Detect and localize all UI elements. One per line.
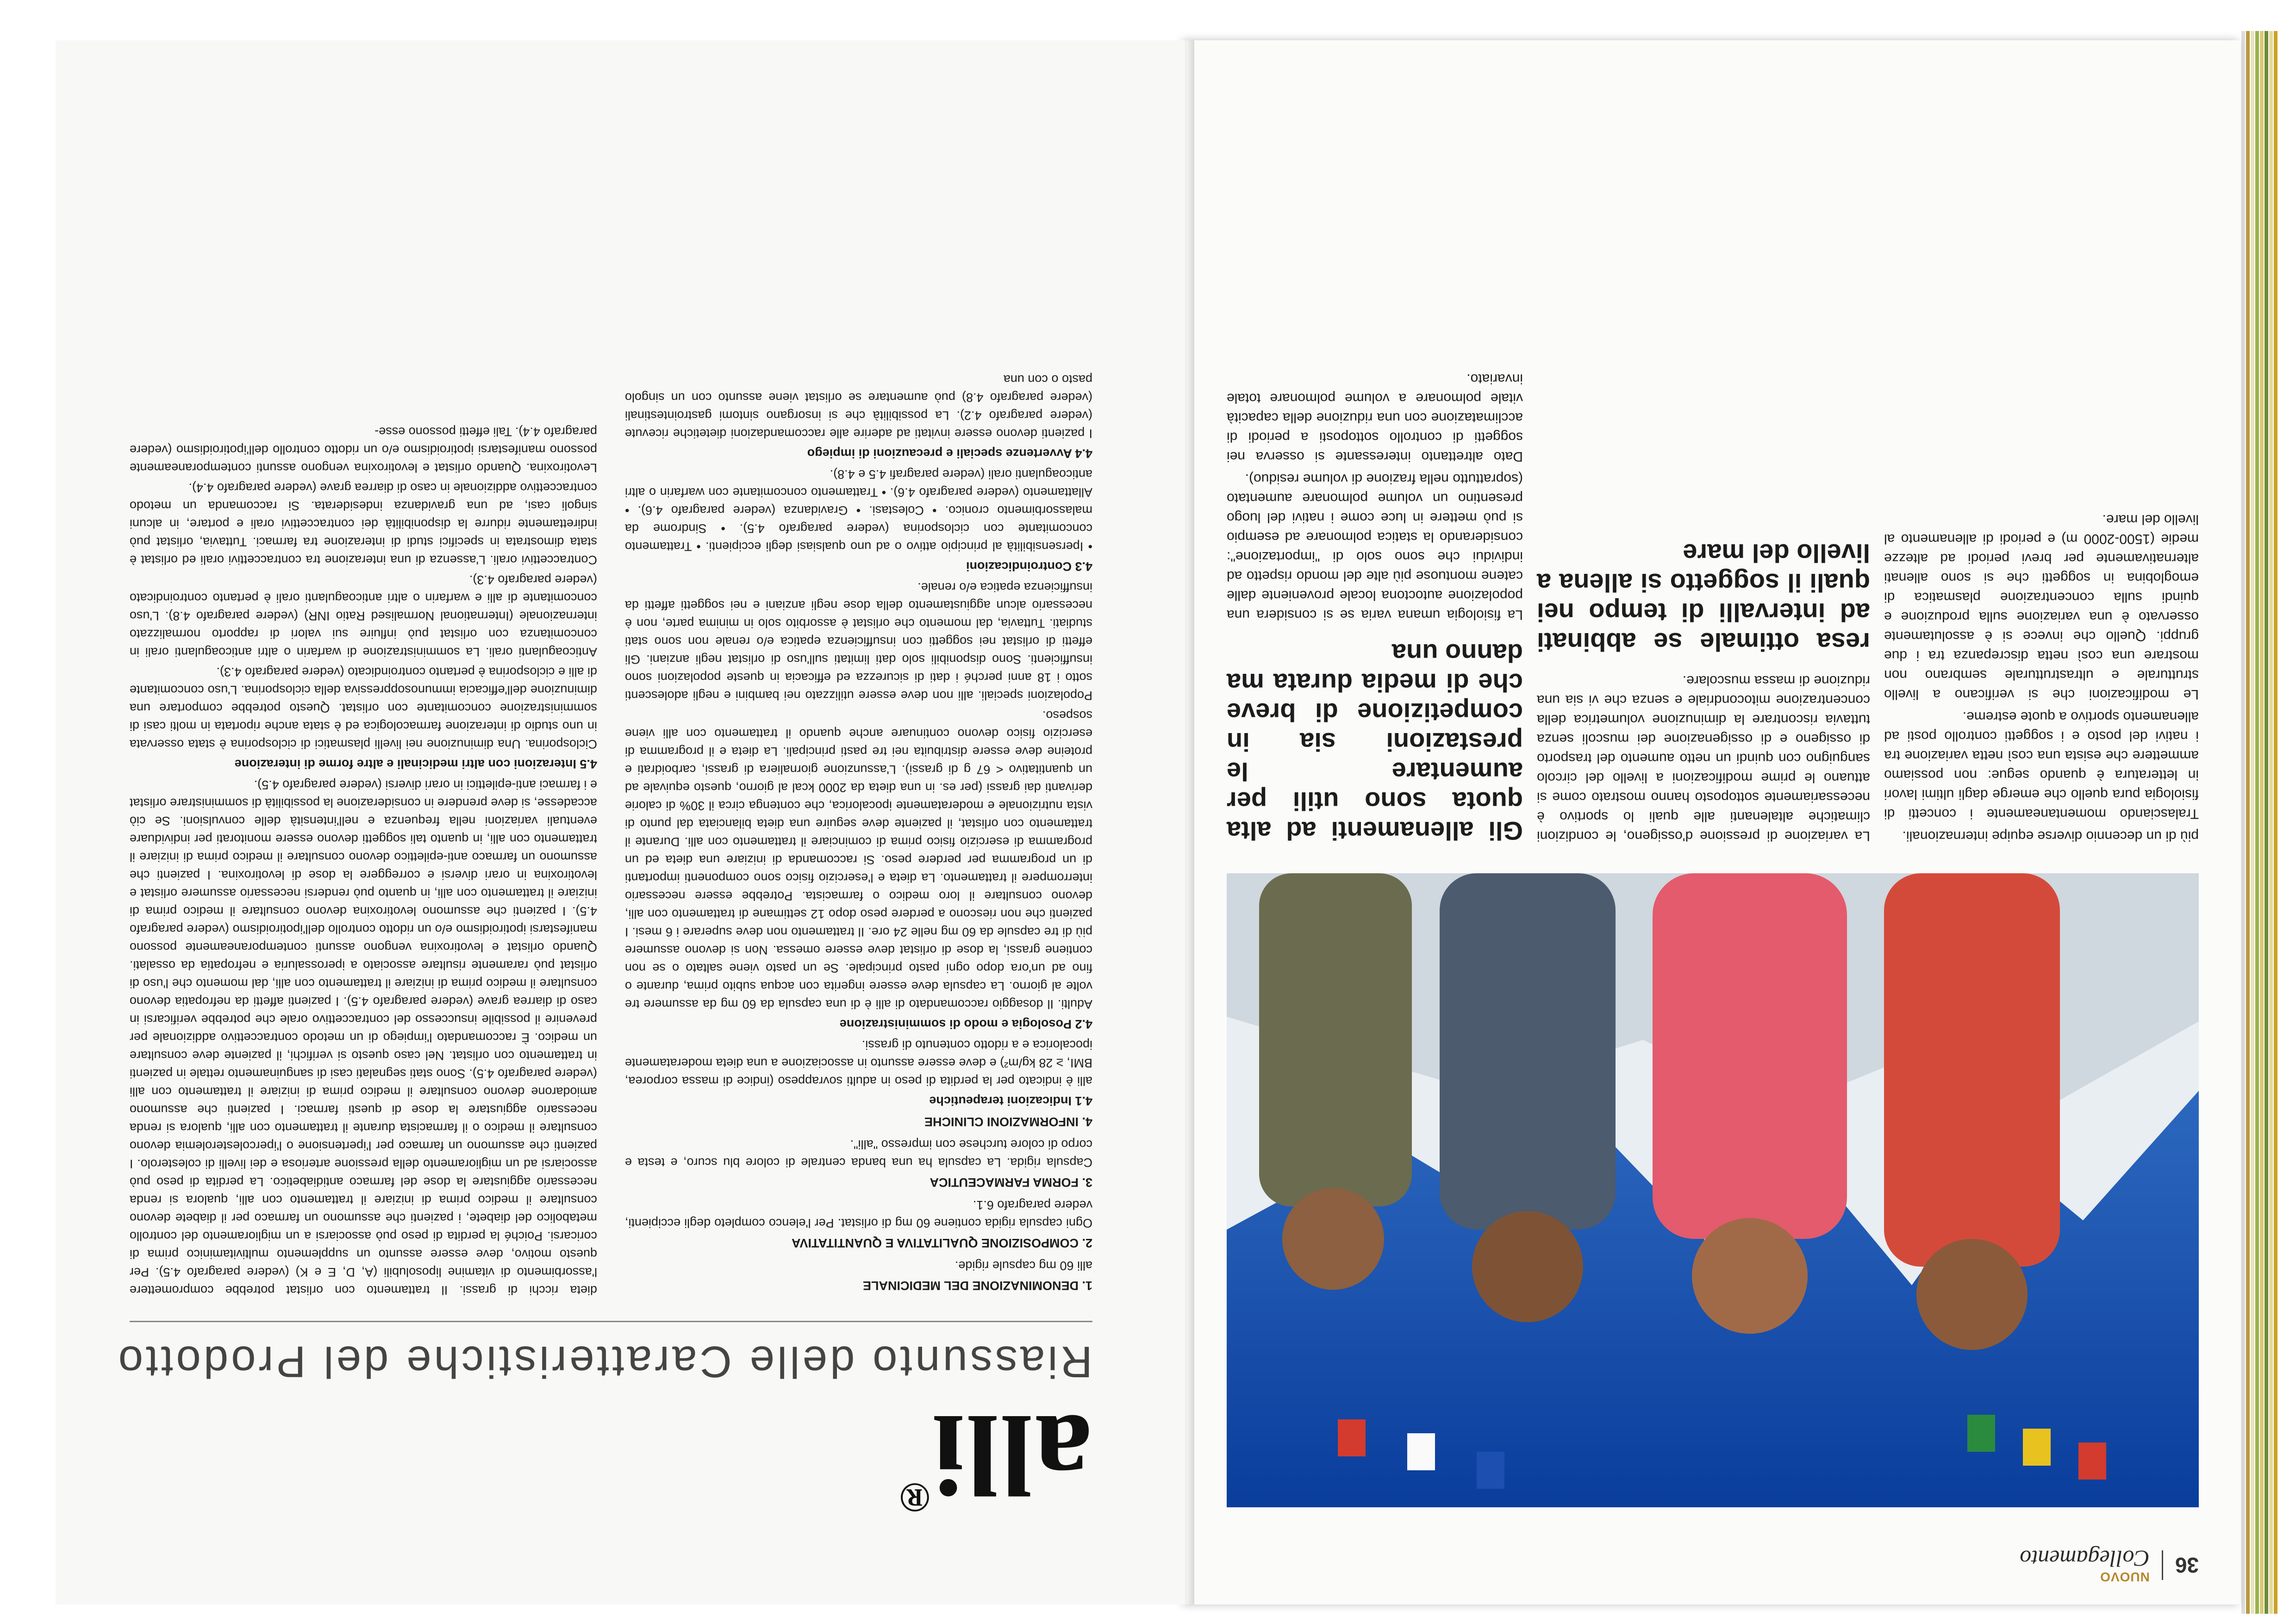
article-column-3 xyxy=(1227,366,1523,846)
page-number: 36 xyxy=(2175,1553,2199,1577)
subsection-heading: 4.2 Posologia e modo di somministrazione xyxy=(839,1017,1092,1031)
header-divider xyxy=(2162,1550,2163,1580)
logo-top-word: NUOVO xyxy=(2100,1570,2150,1584)
magazine-logo xyxy=(2020,1547,2150,1583)
smpc-paragraph: Ogni capsula rigida contiene 60 mg di orlistat. Per l'elenco completo degli eccipienti, vedere paragrafo 6.1. xyxy=(625,1198,1092,1230)
registered-mark: ® xyxy=(898,1474,931,1520)
pull-quote: resa ottimale se abbinati ad intervalli di tempo nei quali il soggetto si allena a livello del mare xyxy=(1537,539,1870,657)
smpc-paragraph: Contraccettivi orali. L'assenza di una interazione tra contraccettivi orali ed orlistat è stata dimostrata in specifici studi di interazione tra farmaci. Tuttavia, orlistat può indirettamente ridurre la disponibilità dei contraccettivi orali e portare, in alcuni singoli casi, ad una gravidanza indesiderata. Si raccomanda un metodo contraccettivo addizionale in caso di diarrea grave (vedere paragrafo 4.4). xyxy=(130,481,597,567)
pull-quote: Gli allenamenti ad alta quota sono utili per aumentare le prestazioni sia in competizione di breve che di media durata ma danno una xyxy=(1227,639,1523,846)
page-edges xyxy=(2240,31,2277,1614)
subsection-heading: 4.4 Avvertenze speciali e precauzioni di impiego xyxy=(807,447,1092,460)
smpc-column-1 xyxy=(625,368,1092,1299)
section-heading: 1. DENOMINAZIONE DEL MEDICINALE xyxy=(862,1279,1092,1293)
photo-illustration xyxy=(1227,873,2199,1507)
section-heading: 4. INFORMAZIONI CLINICHE xyxy=(924,1115,1092,1129)
product-summary-page xyxy=(56,40,1185,1604)
smpc-paragraph: Ciclosporina. Una diminuzione nei livelli plasmatici di ciclosporina è stata osservata in uno studio di interazione farmacologica ed è stata anche riportata in molti casi di somministrazione concomitante con orlistat. Questo potrebbe comportare una diminuzione dell'efficacia immunosoppressiva della ciclosporina. L'uso concomitante di alli e ciclosporina è pertanto controindicato (vedere paragrafo 4.3). xyxy=(130,665,597,751)
product-name xyxy=(898,1388,1092,1521)
smpc-paragraph: dieta ricchi di grassi. Il trattamento con orlistat potrebbe compromettere l'assorbimento di vitamine liposolubili (A, D, E e K) (vedere paragrafo 4.5). Per questo motivo, deve essere assunto un supplemento multivitaminico prima di coricarsi. Poiché la perdita di peso può associarsi a un miglioramento del controllo metabolico del diabete, i pazienti che assumono un farmaco per il diabete devono consultare il medico prima di iniziare il trattamento con alli, qualora si renda necessario aggiustare la dose del farmaco antidiabetico. La perdita di peso può associarsi ad un miglioramento della pressione arteriosa e dei livelli di colesterolo. I pazienti che assumono un farmaco per l'ipertensione o l'ipercolesterolemia devono consultare il medico o il farmacista durante il trattamento con alli, qualora si renda necessario aggiustare la dose di questi farmaci. I pazienti che assumono amiodarone devono consultare il medico prima di iniziare il trattamento con alli (vedere paragrafo 4.5). Sono stati segnalati casi di sanguinamento rettale in pazienti in trattamento con orlistat. Nel caso questo si verifichi, il paziente deve consultare un medico. È raccomandato l'impiego di un metodo contraccettivo addizionale per prevenire il possibile insuccesso del contraccettivo orale che potrebbe verificarsi in caso di diarrea grave (vedere paragrafo 4.5). I pazienti affetti da nefropatia devono consultare il medico prima di iniziare il trattamento con alli, dal momento che l'uso di orlistat può raramente risultare associato a iperossaluria e nefropatia da ossalati. Quando orlistat e levotiroxina vengono assunti contemporaneamente possono manifestarsi ipotiroidismo e/o un ridotto controllo dell'ipotiroidismo (vedere paragrafo 4.5). I pazienti che assumono levotiroxina devono consultare il medico prima di iniziare il trattamento con alli, in quanto può rendersi necessario assumere orlistat e levotiroxina in orari diversi e correggere la dose di levotiroxina. I pazienti che assumono un farmaco anti-epilettico devono consultare il medico prima di iniziare il trattamento con alli, in quanto tali soggetti devono essere monitorati per individuare eventuali variazioni nella frequenza e nell'intensità delle convulsioni. Se ciò accadesse, si deve prendere in considerazione la possibilità di somministrare orlistat e i farmaci anti-epilettici in orari diversi (vedere paragrafo 4.5). xyxy=(130,778,597,1297)
article-column-1 xyxy=(1884,507,2199,846)
smpc-paragraph: alli 60 mg capsule rigide. xyxy=(955,1259,1092,1273)
article-paragraph: Le modificazioni che si verificano a livello strutturale e ultrastrutturale sembrano non mostrare una così netta discrepanza tra i due gruppi. Quello che invece si è assolutamente osservato è una variazione sulla produzione e quindi sulla concentrazione plasmatica di emoglobina in soggetti che si sono allenati alternativamente per brevi periodi ad altezze medie (1500-2000 m) e periodi di allenamento al livello del mare. xyxy=(1884,512,2199,702)
article-paragraph: più di un decennio diverse equipe internazionali. xyxy=(1902,828,2199,844)
title-rule xyxy=(130,1321,1092,1322)
article-paragraph: Tralasciando momentaneamente i concetti di fisiologia pura quello che emerge dagli ultimi lavori in letteratura è quando segue: non possiamo ammettere che esista una così netta variazione tra i nativi del posto e i soggetti controllo posti ad allenamento sportivo a quote estreme. xyxy=(1884,709,2199,821)
smpc-paragraph: Popolazioni speciali. alli non deve essere utilizzato nei bambini e negli adolescenti sotto i 18 anni perché i dati di sicurezza ed efficacia in queste popolazioni sono insufficienti. Sono disponibili solo dati limitati sull'uso di orlistat negli anziani. Gli effetti di orlistat nei soggetti con insufficienza epatica e/o renale non sono stati studiati. Tuttavia, dal momento che orlistat è assorbito solo in minima parte, non è necessario alcun aggiustamento della dose negli anziani e nei soggetti affetti da insufficienza epatica e/o renale. xyxy=(625,580,1092,703)
mountain-climbers-photo xyxy=(1227,873,2199,1507)
product-name-text: alli xyxy=(930,1391,1092,1519)
subsection-heading: 4.5 Interazioni con altri medicinali e altre forme di interazione xyxy=(234,757,597,771)
smpc-paragraph: Adulti. Il dosaggio raccomandato di alli è di una capsula da 60 mg da assumere tre volte al giorno. La capsula deve essere ingerita con acqua subito prima, durante o fino ad un'ora dopo ogni pasto principale. Se un pasto viene saltato o se non contiene grassi, la dose di orlistat deve essere omessa. Non si devono assumere più di tre capsule da 60 mg nelle 24 ore. Il trattamento non deve superare i 6 mesi. I pazienti che non riescono a perdere peso dopo 12 settimane di trattamento con alli, devono consultare il loro medico o farmacista. Potrebbe essere necessario interrompere il trattamento. La dieta e l'esercizio fisico sono componenti importanti di un programma per perdere peso. Si raccomanda di iniziare una dieta ed un programma di esercizio fisico prima di cominciare il trattamento con alli. Durante il trattamento con orlistat, il paziente deve seguire una dieta bilanciata dal punto di vista nutrizionale e moderatamente ipocalorica, che contenga circa il 30% di calorie derivanti dai grassi (per es. in una dieta da 2000 kcal al giorno, questo equivale ad un quantitativo < 67 g di grassi). L'assunzione giornaliera di grassi, carboidrati e proteine deve essere distribuita nei tre pasti principali. La dieta e il programma di esercizio fisico devono continuare anche quando il trattamento con alli viene sospeso. xyxy=(625,709,1092,1011)
smpc-paragraph: alli è indicato per la perdita di peso in adulti sovrappeso (indice di massa corporea, BMI, ≥ 28 kg/m²) e deve essere assunto in associazione a una dieta moderatamente ipocalorica e a ridotto contenuto di grassi. xyxy=(625,1038,1092,1088)
article-paragraph: La fisiologia umana varia se si considera una popolazione autoctona locale proveniente dalle catene montuose più alte del mondo rispetto ad individui che sono solo di "importazione": considerando la statica polmonare ad esempio si può mettere in luce come i nativi del luogo presentino un volume polmonare aumentato (soprattutto nella frazione di volume residuo). xyxy=(1227,471,1523,622)
smpc-paragraph: Anticoagulanti orali. La somministrazione di warfarin o altri anticoagulanti orali in concomitanza con orlistat può influire sui valori di rapporto normalizzato internazionale (International Normalised Ratio INR) (vedere paragrafo 4.8). L'uso concomitante di alli e warfarin o altri anticoagulanti orali è pertanto controindicato (vedere paragrafo 4.3). xyxy=(130,573,597,659)
article-column-2 xyxy=(1537,535,1870,846)
section-heading: 3. FORMA FARMACEUTICA xyxy=(930,1175,1092,1189)
logo-main-word: Collegamento xyxy=(2020,1546,2150,1572)
smpc-column-2 xyxy=(130,421,597,1299)
smpc-paragraph: Capsula rigida. La capsula ha una banda centrale di colore blu scuro, e testa e corpo di colore turchese con impresso "alli". xyxy=(625,1138,1092,1169)
section-heading: 2. COMPOSIZIONE QUALITATIVA E QUANTITATIVA xyxy=(792,1236,1092,1250)
article-paragraph: Dato altrettanto interessante si osserva nei soggetti di controllo sottoposti a periodi di acclimatazione con una riduzione della capacità vitale polmonare a volume polmonare totale invariato. xyxy=(1227,371,1523,464)
article-page xyxy=(1185,40,2240,1604)
smpc-paragraph: I pazienti devono essere invitati ad aderire alle raccomandazioni dietetiche ricevute (vedere paragrafo 4.2). La possibilità che si insorgano sintomi gastrointestinali (vedere paragrafo 4.8) può aumentare se orlistat viene assunto con un singolo pasto o con una xyxy=(625,373,1092,441)
smpc-paragraph: Levotiroxina. Quando orlistat e levotiroxina vengono assunti contemporaneamente possono manifestarsi ipotiroidismo e/o un ridotto controllo dell'ipotiroidismo (vedere paragrafo 4.4). Tali effetti possono esse- xyxy=(130,425,597,475)
product-subtitle: Riassunto delle Caratteristiche del Prodotto xyxy=(115,1337,1092,1387)
smpc-paragraph: • Ipersensibilità al principio attivo o ad uno qualsiasi degli eccipienti. • Trattamento concomitante con ciclosporina (vedere paragrafo 4.5). • Sindrome da malassorbimento cronico. • Colestasi. • Gravidanza (vedere paragrafo 4.6). • Allattamento (vedere paragrafo 4.6). • Trattamento concomitante con warfarin o altri anticoagulanti orali (vedere paragrafi 4.5 e 4.8). xyxy=(625,467,1092,553)
page-header xyxy=(2020,1544,2199,1586)
subsection-heading: 4.3 Controindicazioni xyxy=(966,560,1092,573)
article-paragraph: La variazione di pressione d'ossigeno, le condizioni climatiche altalenanti alle quali lo sportivo è necessariamente sottoposto hanno mostrato come si attuano le prime modificazioni a livello del circolo sanguigno con quindi un netto aumento del trasporto di ossigeno e di ossigenazione dei muscoli senza tuttavia riscontrare la diminuzione volumetrica della concentrazione mitocondriale e senza che vi sia una riduzione di massa muscolare. xyxy=(1537,673,1870,844)
subsection-heading: 4.1 Indicazioni terapeutiche xyxy=(929,1094,1092,1108)
